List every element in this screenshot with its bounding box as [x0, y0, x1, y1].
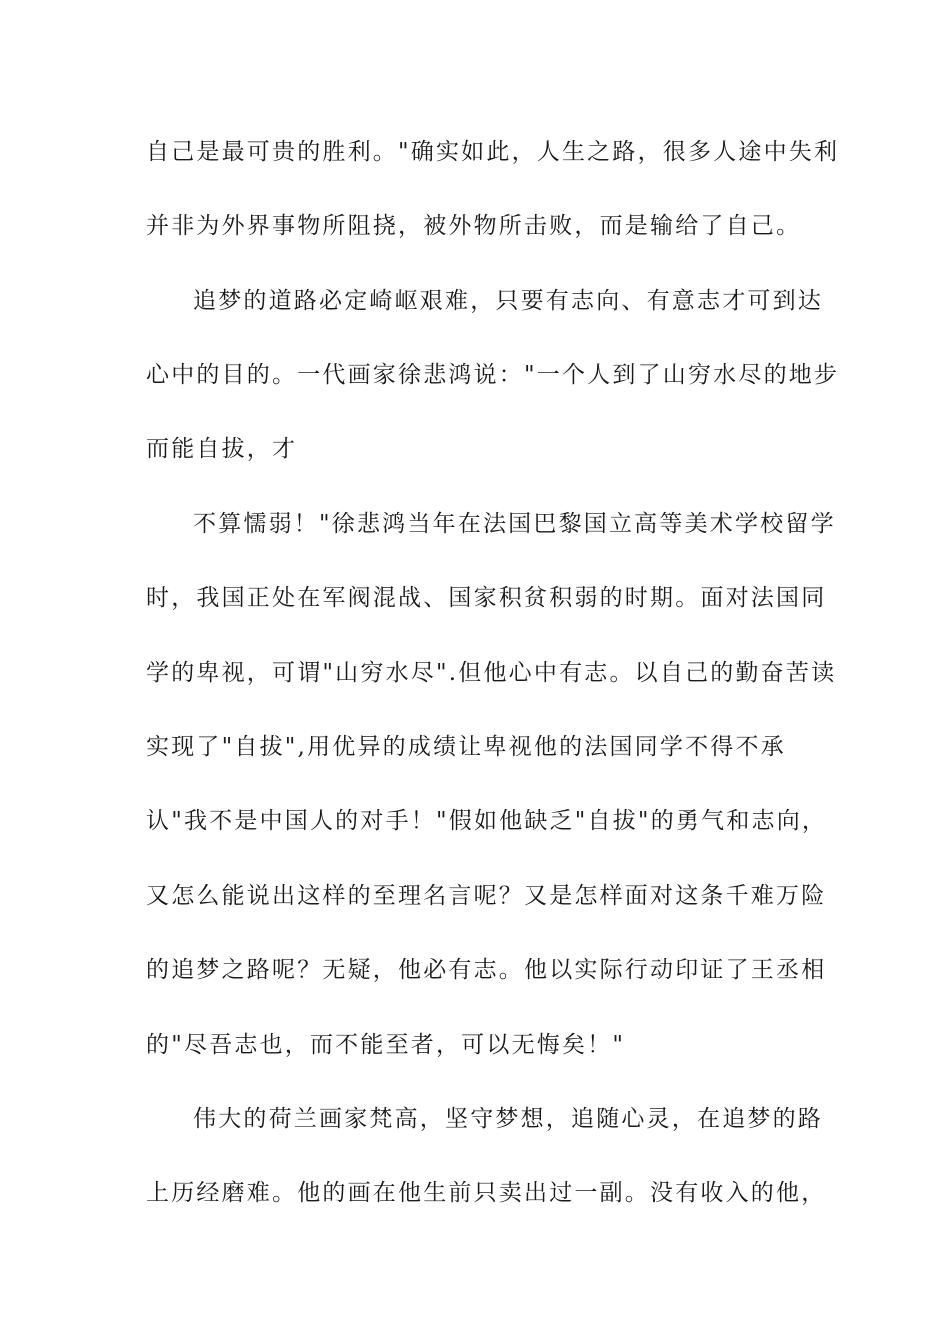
text-line: 实现了"自拔",用优异的成绩让卑视他的法国同学不得不承 [146, 734, 786, 760]
text-line: 认"我不是中国人的对手！"假如他缺乏"自拔"的勇气和志向， [146, 808, 828, 834]
text-line: 心中的目的。一代画家徐悲鸿说："一个人到了山穷水尽的地步 [146, 362, 840, 388]
text-line: 又怎么能说出这样的至理名言呢？又是怎样面对这条千难万险 [146, 883, 827, 909]
text-line: 的"尽吾志也，而不能至者，可以无悔矣！" [146, 1032, 626, 1058]
paragraph-first-line: 追梦的道路必定崎岖艰难，只要有志向、有意志才可到达 [193, 288, 823, 314]
paragraph-first-line: 不算懦弱！"徐悲鸿当年在法国巴黎国立高等美术学校留学 [193, 511, 836, 537]
text-line: 自己是最可贵的胜利。"确实如此，人生之路，很多人途中失利 [146, 139, 840, 165]
text-line: 的追梦之路呢？无疑，他必有志。他以实际行动印证了王丞相 [146, 957, 827, 983]
text-line: 并非为外界事物所阻挠，被外物所击败，而是输给了自己。 [146, 213, 802, 239]
text-line: 学的卑视，可谓"山穷水尽".但他心中有志。以自己的勤奋苦读 [146, 660, 837, 686]
paragraph-first-line: 伟大的荷兰画家梵高，坚守梦想，追随心灵，在追梦的路 [193, 1106, 823, 1132]
text-line: 而能自拔，才 [146, 436, 298, 462]
text-line: 时，我国正处在军阀混战、国家积贫积弱的时期。面对法国同 [146, 585, 827, 611]
text-line: 上历经磨难。他的画在他生前只卖出过一副。没有收入的他， [146, 1180, 827, 1206]
